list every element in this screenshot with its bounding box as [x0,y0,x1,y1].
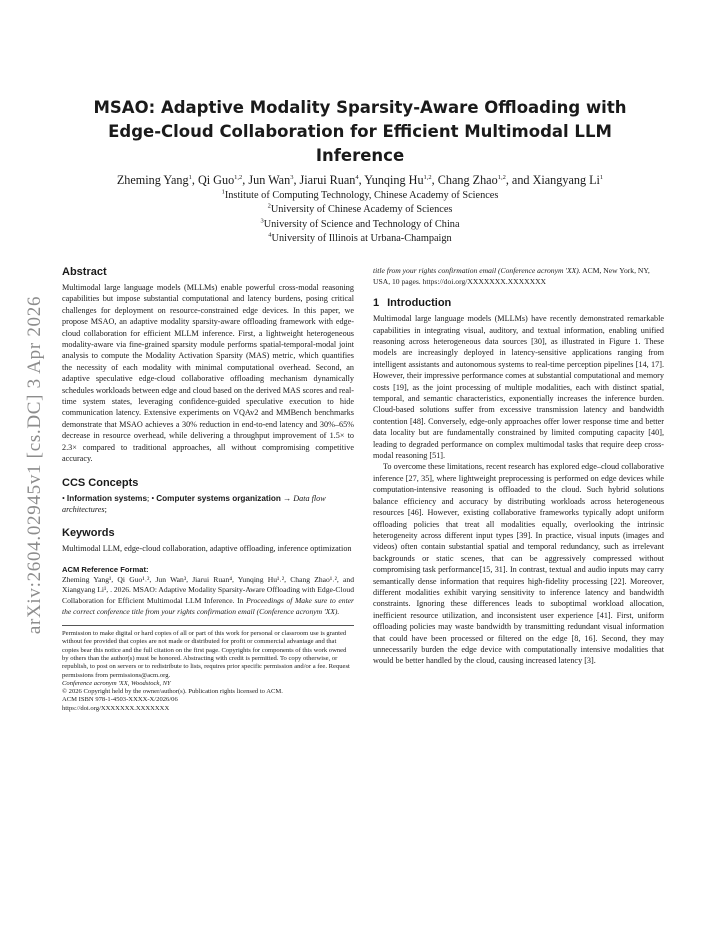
ccs-bullet: • [151,493,155,503]
isbn-line: ACM ISBN 978-1-4503-XXXX-X/2026/06 [62,696,178,704]
permission-text: Permission to make digital or hard copies of all or part of this work for personal or classroom use is granted without fee provided that copies are not made or distributed for profit or commercial advantage and that copies bear this notice and the full citation on the first page. Copyrights for components of this work owned by others than the author(s) must be honored. Abstracting with credit is permitted. To copy otherwise, or republish, to post on servers or to redistribute to lists, requires prior specific permission and/or a fee. Request permissions from permissions@acm.org. [62,630,350,679]
author-affil-mark: 4 [355,173,359,181]
author-affil-mark: 1 [188,173,192,181]
author-name: Jiarui Ruan [299,173,356,187]
affiliation-list [60,189,660,247]
affiliation-mark: 1 [221,188,225,196]
author-affil-mark: 1 [599,173,604,181]
author-affil-mark: 1,2 [234,173,243,181]
author-sep: , [431,173,438,187]
intro-paragraph: Multimodal large language models (MLLMs) have recently demonstrated remarkable capabilities in integrating visual, auditory, and textual information, enabling unified reasoning across heterogeneous data sources [30], as illustrated in Figure 1. These models are increasingly deployed in latency-sensitive applications ranging from intelligent assistants and autonomous systems to real-time perception pipelines [14, 17]. However, their impressive performance comes at substantial computational and memory costs [19], as the joint processing of multiple modalities, each with distinct spatial, temporal, and semantic characteristics, exponentially increases the inference burden. Cloud-based solutions suffer from excessive transmission latency and bandwidth contention [48]. Conversely, edge-only approaches offer lower response time and better data locality but are fundamentally constrained by limited computing capacity [40], leading to degraded performance on complex multimodal tasks that require deep cross-modal reasoning [51]. [373,314,664,461]
keywords-text: Multimodal LLM, edge-cloud collaboration, adaptive offloading, inference optimization [62,544,352,554]
author-sep: , [358,173,365,187]
intro-paragraph: To overcome these limitations, recent research has explored edge–cloud collaborative inference [27, 35], where lightweight preprocessing is performed on edge devices while computation-intensive reasoning is offloaded to the cloud. Such hybrid solutions balance efficiency and accuracy by distributing workloads across heterogeneous resources [46]. However, existing collaborative frameworks typically adopt uniform offloading policies that treat all modalities equally, overlooking the intrinsic heterogeneity across different input types [39]. In practice, visual inputs (images and videos) often contain substantial spatial and temporal redundancy, such as irrelevant backgrounds or static scenes, that can be aggressively compressed without compromising task performance[15, 31]. In contrast, textual and audio inputs may carry semantically dense information that requires high-fidelity processing [22]. Moreover, different modalities exhibit varying sensitivity to inference latency and bandwidth constraints. Ignoring these differences leads to suboptimal workload allocation, inefficient resource utilization, and inconsistent user experience [41]. First, uniform offloading policies may waste bandwidth by transmitting redundant visual information that could have been processed or filtered on the edge [8, 16]. Second, they may unnecessarily burden the edge device with computationally intensive modalities that would be better handled by the cloud, causing increased latency [3]. [373,462,664,666]
section-number: 1 [373,297,380,310]
affiliation-text: Institute of Computing Technology, Chinese Academy of Sciences [224,190,499,201]
paper-title [60,96,660,168]
right-column [373,266,664,667]
acm-reference-authors: Zheming Yang¹, Qi Guo¹˒², Jun Wan³, Jiarui Ruan⁴, Yunqing Hu¹˒², Chang Zhao¹˒², and Xiangyang Li¹, . 2026. MSAO: Adaptive Modality Sparsity-Aware Offloading with Edge-Cloud Collaboration for Efficient Multimodal LLM Inference. In [62,574,354,605]
author-sep: , [191,173,198,187]
author-affil-mark: 1,2 [423,173,432,181]
affiliation-text: University of Illinois at Urbana-Champaign [271,233,452,245]
arxiv-id: arXiv:2604.02945v1 [cs.DC] 3 Apr 2026 [24,295,45,635]
section-title: Introduction [387,297,452,310]
conference-line: Conference acronym 'XX, Woodstock, NY [62,679,171,687]
affiliation-mark: 3 [260,217,264,225]
affiliation [60,218,660,232]
author-sep: , and [505,173,533,187]
keywords-heading: Keywords [62,527,115,540]
author-list [40,172,680,188]
ccs-bullet: • [62,493,65,503]
title-line: Edge-Cloud Collaboration for Efficient Multimodal LLM [108,122,612,141]
author-name: Yunqing Hu [364,173,424,187]
affiliation [60,203,660,217]
author-name: Chang Zhao [437,173,498,187]
author-sep: , [293,173,300,187]
arxiv-watermark [22,265,48,665]
author-affil-mark: 1,2 [497,173,506,181]
acm-reference-proceedings: Proceedings of Make sure to enter the correct conference title from your rights confirmation email (Conference acronym 'XX). [62,595,354,616]
copyright-line: © 2026 Copyright held by the owner/author(s). Publication rights licensed to ACM. [62,688,283,696]
author-sep: , [242,173,249,187]
introduction-heading [373,297,664,309]
affiliation-mark: 4 [268,231,272,239]
ccs-concept: Information systems [66,493,147,503]
author-affil-mark: 3 [290,173,294,181]
acm-reference-text [62,575,354,617]
author-name: Jun Wan [248,173,291,187]
doi-line: https://doi.org/XXXXXXX.XXXXXXX [62,704,170,712]
affiliation [60,189,660,203]
author-name: Zheming Yang [116,173,189,187]
ccs-concept: Computer systems organization [156,493,281,503]
affiliation-text: University of Chinese Academy of Sciences [270,204,453,216]
ccs-subconcept: Data flow architectures [62,493,326,514]
permission-block [62,625,354,713]
ccs-heading: CCS Concepts [62,476,139,489]
acm-reference-tail: ACM, New York, NY, USA, 10 pages. https://doi.org/XXXXXXX.XXXXXXX [373,266,650,286]
author-name: Qi Guo [197,173,235,187]
author-name: Xiangyang Li [532,173,600,187]
ccs-end: ; [104,504,107,514]
acm-reference-proceedings-cont: title from your rights confirmation email (Conference acronym 'XX). [373,266,581,275]
left-column [62,266,354,713]
affiliation-text: University of Science and Technology of China [263,218,460,230]
ccs-concepts: • Information systems; • Computer systems organization → Data flow architectures; [62,493,326,514]
ccs-arrow: → [282,493,292,503]
title-line: Inference [315,146,405,165]
affiliation [60,232,660,246]
acm-reference-heading: ACM Reference Format: [62,564,149,574]
abstract-heading: Abstract [62,266,107,278]
title-line: MSAO: Adaptive Modality Sparsity-Aware Offloading with [93,98,627,117]
abstract-text: Multimodal large language models (MLLMs) enable powerful cross-modal reasoning capabilities but impose substantial computational and latency burdens, posing critical challenges for deployment on resource-constrained edge devices. In this paper, we propose MSAO, an adaptive modality sparsity-aware offloading framework with edge-cloud collaboration for efficient MLLM inference. First, a lightweight heterogeneous modality-aware via fine-grained sparsity module performs spatial-temporal-modal joint analysis to compute the Modality Activation Sparsity (MAS) metric, which quantifies the necessity of each modality with minimal computational overhead. Second, an adaptive speculative edge-cloud collaborative offloading mechanism dynamically schedules workloads between edge and cloud based on the derived MAS scores and real-time system states, leveraging confidence-guided speculative execution to hide communication latency. Extensive experiments on VQAv2 and MMBench benchmarks demonstrate that MSAO achieves a 30% reduction in end-to-end latency and 30%–65% decrease in resource overhead, while delivering a throughput improvement of 1.5× to 2.3× compared to traditional approaches, all without compromising competitive accuracy. [62,283,354,464]
affiliation-mark: 2 [267,202,271,210]
acm-reference-continued [373,266,664,287]
